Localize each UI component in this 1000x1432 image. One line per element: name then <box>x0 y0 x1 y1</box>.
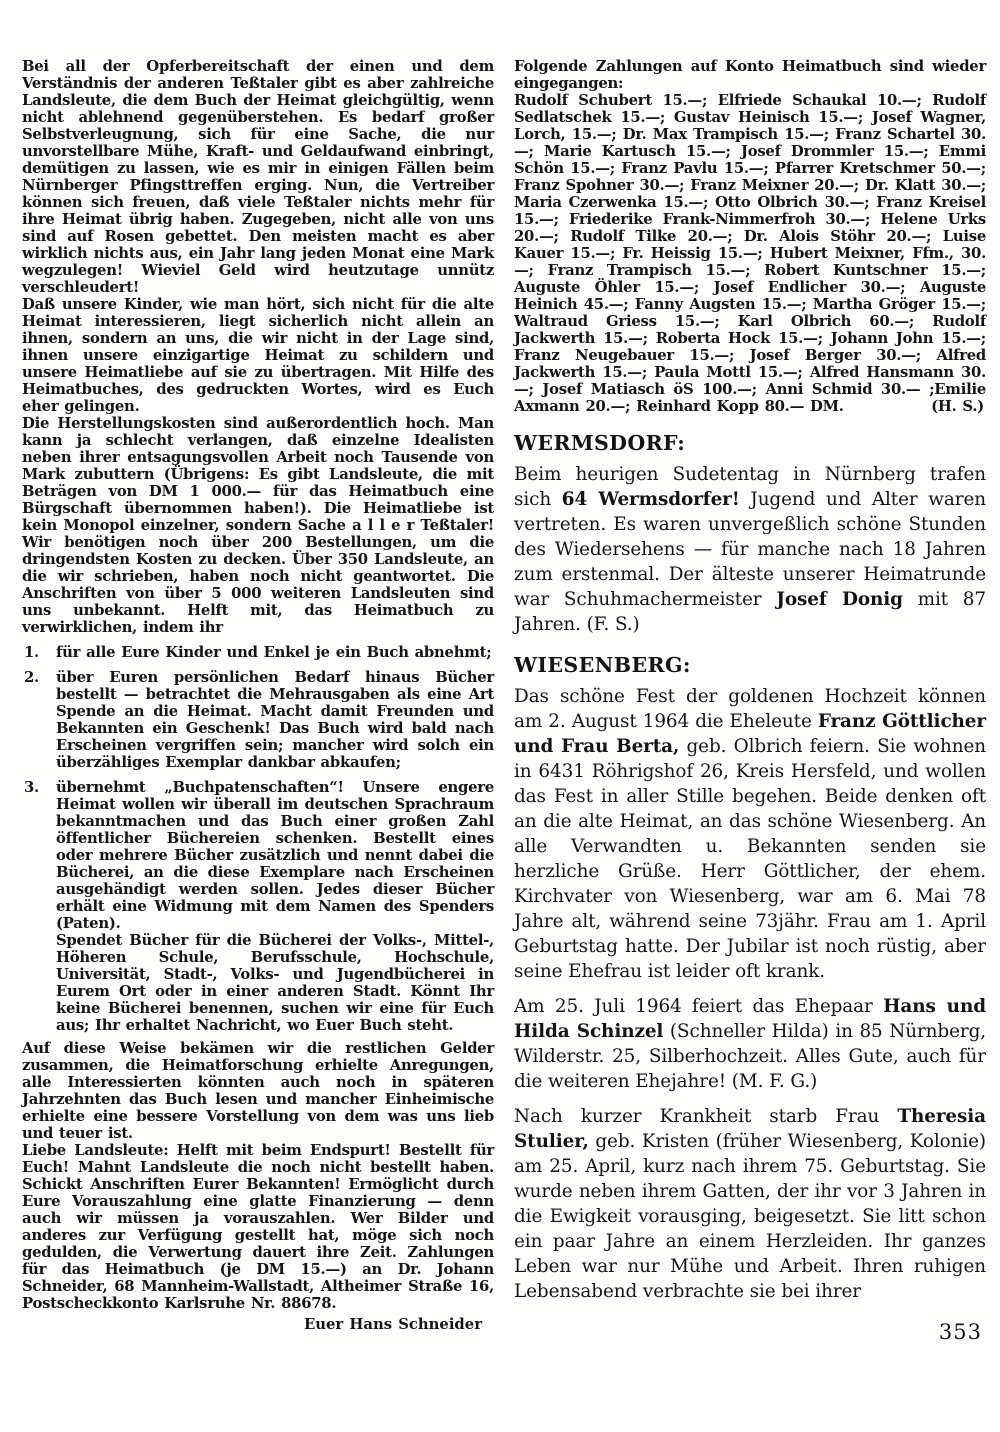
section-heading-wiesenberg: WIESENBERG: <box>514 653 691 677</box>
section-heading-wermsdorf: WERMSDORF: <box>514 431 686 455</box>
numbered-list <box>22 644 494 1034</box>
list-item-3 <box>22 779 494 1034</box>
paragraph-appeal-intro: Bei all der Opferbereitschaft der einen und dem Verständnis der anderen Teßtaler gibt es aber zahlreiche Landsleute, die dem Buch der Heimat gleichgültig, wenn nicht ablehnend gegenüberstehen. Es bedarf großer Selbstverleugnung, sich für eine Sache, die nur unvorstellbare Mühe, Kraft- und Geldaufwand einbringt, demütigen zu lassen, wie es mir in einigen Fällen beim Nürnberger Pfingsttreffen erging. Nun, die Vertreiber können sich freuen, daß viele Teßtaler nichts mehr für ihre Heimat übrig haben. Zugegeben, nicht alle von uns sind auf Rosen gebettet. Den meisten macht es aber wirklich nichts aus, ein Jahr lang jeden Monat eine Mark wegzulegen! Wieviel Geld wird heutzutage unnütz verschleudert! <box>22 58 494 296</box>
paragraph-costs: Die Herstellungskosten sind außerordentlich hoch. Man kann ja schlecht verlangen, daß einzelne Idealisten neben ihrer entsagungsvollen Arbeit noch Tausende von Mark zubuttern (Übrigens: Es gibt Landsleute, die mit Beträgen von DM 1 000.— für das Heimatbuch eine Bürgschaft übernommen haben!). Die Heimatliebe ist kein Monopol einzelner, sondern Sache a l l e r Teßtaler! Wir benötigen noch über 200 Bestellungen, um die dringendsten Kosten zu decken. Über 350 Landsleute, an die wir schrieben, haben noch nicht geantwortet. Die Anschriften von über 5 000 weiteren Landsleuten sind uns unbekannt. Helft mit, das Heimatbuch zu verwirklichen, indem ihr <box>22 415 494 636</box>
payments-text: Rudolf Schubert 15.—; Elfriede Schaukal 10.—; Rudolf Sedlatschek 15.—; Gustav Heinisch 15.—; Josef Wagner, Lorch, 15.—; Dr. Max Trampisch 15.—; Franz Schartel 30.—; Marie Kartusch 15.—; Josef Drommler 15.—; Emmi Schön 15.—; Franz Pavlu 15.—; Pfarrer Kretschmer 50.—; Franz Spohner 30.—; Franz Meixner 20.—; Dr. Klatt 30.—; Maria Czerwenka 15.—; Otto Olbrich 30.—; Franz Kreisel 15.—; Friederike Frank-Nimmerfroh 30.—; Helene Urks 20.—; Rudolf Tilke 20.—; Dr. Alois Stöhr 20.—; Luise Kauer 15.—; Fr. Heissig 15.—; Hubert Meixner, Ffm., 30.—; Franz Trampisch 15.—; Robert Kuntschner 15.—; Auguste Öhler 15.—; Josef Endlicher 30.—; Auguste Heinich 45.—; Fanny Augsten 15.—; Martha Gröger 15.—; Waltraud Griess 15.—; Karl Olbrich 60.—; Rudolf Jackwerth 15.—; Roberta Hock 15.—; Johann John 15.—; Franz Neugebauer 15.—; Josef Berger 30.—; Alfred Jackwerth 15.—; Paula Mottl 15.—; Alfred Hansmann 30.—; Josef Matiasch öS 100.—; Anni Schmid 30.— ;Emilie Axmann 20.—; Reinhard Kopp 80.— DM. <box>514 92 986 415</box>
wiesenberg-paragraph-obituary: Nach kurzer Krankheit starb Frau Theresia Stulier, geb. Kristen (früher Wiesenberg, Kolonie) am 25. April, kurz nach ihrem 75. Geburtstag. Sie wurde neben ihrem Gatten, der ihr vor 3 Jahren in die Ewigkeit vorausging, beigesetzt. Sie litt schon ein paar Jahre an einem Herzleiden. Ihr ganzes Leben war nur Mühe und Arbeit. Ihren ruhigen Lebensabend verbrachte sie bei ihrer <box>514 1106 986 1302</box>
list-item-text: für alle Eure Kinder und Enkel je ein Buch abnehmt; <box>56 644 492 661</box>
list-item-1 <box>22 644 494 661</box>
list-item-text: übernehmt „Buchpatenschaften“! Unsere engere Heimat wollen wir überall im deutschen Sprachraum bekanntmachen und das Buch einer großen Zahl öffentlicher Büchereien schenken. Bestellt eines oder mehrere Bücher zusätzlich und nennt dabei die Bücherei, an die diese Exemplare nach Erscheinen ausgehändigt werden sollen. Jedes dieser Bücher erhält eine Widmung mit dem Namen des Spenders (Paten). <box>56 779 494 932</box>
payments-initials: (H. S.) <box>931 398 984 415</box>
payments-list <box>514 92 986 415</box>
page-number: 353 <box>938 1320 982 1344</box>
wiesenberg-paragraph-golden-wedding: Das schöne Fest der goldenen Hochzeit können am 2. August 1964 die Eheleute Franz Göttlicher und Frau Berta, geb. Olbrich feiern. Sie wohnen in 6431 Röhrigshof 26, Kreis Hersfeld, und wollen das Fest in aller Stille begehen. Beide denken oft an die alte Heimat, an das schöne Wiesenberg. An alle Verwandten u. Bekannten senden sie herzliche Grüße. Herr Göttlicher, der ehem. Kirchvater von Wiesenberg, war am 6. Mai 78 Jahre alt, während seine 73jähr. Frau am 1. April Geburtstag hatte. Der Jubilar ist noch rüstig, aber seine Ehefrau ist leider oft krank. <box>514 686 987 982</box>
list-number: 1. <box>24 644 39 661</box>
wiesenberg-paragraph-silver-wedding: Am 25. Juli 1964 feiert das Ehepaar Hans und Hilda Schinzel (Schneller Hilda) in 85 Nürnberg, Wilderstr. 25, Silberhochzeit. Alles Gute, auch für die weiteren Ehejahre! (M. F. G.) <box>514 996 986 1092</box>
signature: Euer Hans Schneider <box>303 1316 482 1333</box>
right-column <box>514 58 986 1333</box>
left-column <box>22 58 494 1333</box>
paragraph-final-appeal: Liebe Landsleute: Helft mit beim Endspurt! Bestellt für Euch! Mahnt Landsleute die noch nicht bestellt haben. Schickt Anschriften Eurer Bekannten! Ermöglicht durch Eure Vorauszahlung eine glatte Finanzierung — denn auch wir müssen ja vorauszahlen. Wer Bilder und anderes zur Verfügung gestellt hat, möge sich noch gedulden, die Verwertung dauert ihre Zeit. Zahlungen für das Heimatbuch (je DM 15.—) an Dr. Johann Schneider, 68 Mannheim-Wallstadt, Altheimer Straße 16, Postscheckkonto Karlsruhe Nr. 88678. <box>22 1142 494 1312</box>
paragraph-on-this-way: Auf diese Weise bekämen wir die restlichen Gelder zusammen, die Heimatforschung erhielte Anregungen, alle Interessierten könnten auch noch in späteren Jahrzehnten das Buch lesen und mancher Einheimische erhielte eine bessere Vorstellung von dem was uns lieb und teuer ist. <box>22 1040 494 1142</box>
list-item-text: über Euren persönlichen Bedarf hinaus Bücher bestellt — betrachtet die Mehrausgaben als eine Art Spende an die Heimat. Macht damit Freunden und Bekannten ein Geschenk! Das Buch wird bald nach Erscheinen vergriffen sein; mancher wird solch ein überzähliges Exemplar dankbar abkaufen; <box>56 669 494 771</box>
list-number: 3. <box>24 779 39 796</box>
payments-intro: Folgende Zahlungen auf Konto Heimatbuch sind wieder eingegangen: <box>514 58 986 92</box>
list-item-text-continued: Spendet Bücher für die Bücherei der Volks-, Mittel-, Höheren Schule, Berufsschule, Hochschule, Universität, Stadt-, Volks- und Jugendbücherei in Eurem Ort oder in einer anderen Stadt. Könnt Ihr keine Bücherei benennen, suchen wir eine für Euch aus; Ihr erhaltet Nachricht, wo Euer Buch steht. <box>56 932 494 1034</box>
paragraph-children: Daß unsere Kinder, wie man hört, sich nicht für die alte Heimat interessieren, liegt sicherlich nicht allein an ihnen, sondern an uns, die wir nicht in der Lage sind, ihnen unsere einzigartige Heimat zu schildern und unsere Heimatliebe auf sie zu übertragen. Mit Hilfe des Heimatbuches, des gedruckten Wortes, wird es Euch eher gelingen. <box>22 296 494 415</box>
list-item-2 <box>22 669 494 771</box>
list-number: 2. <box>24 669 39 686</box>
wermsdorf-paragraph: Beim heurigen Sudetentag in Nürnberg trafen sich 64 Wermsdorfer! Jugend und Alter waren vertreten. Es waren unvergeßlich schöne Stunden des Wiedersehens — für manche nach 18 Jahren zum erstenmal. Der älteste unserer Heimatrunde war Schuhmachermeister Josef Donig mit 87 Jahren. (F. S.) <box>514 464 987 635</box>
